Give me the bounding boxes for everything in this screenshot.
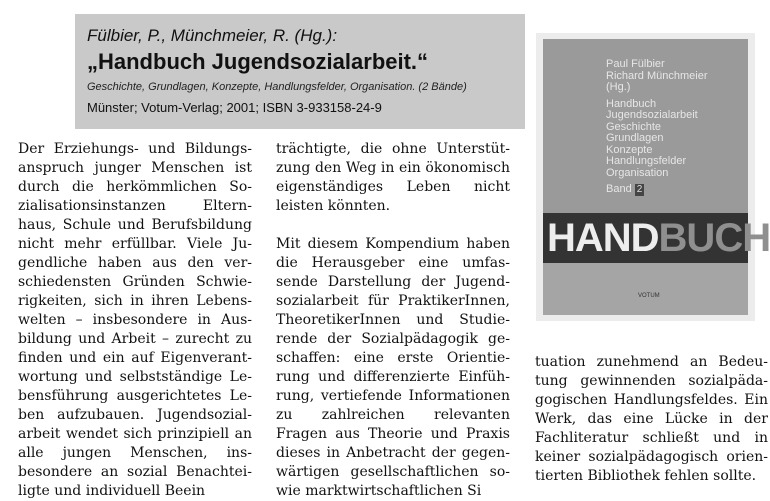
cover-lower-area (543, 263, 748, 315)
cover-band (606, 184, 746, 196)
cover-topic-3: Konzepte (606, 143, 653, 156)
cover-author-1: Paul Fülbier (606, 58, 665, 70)
cover-title-line-2: Jugendsozialarbeit (606, 109, 698, 121)
cover-band-number: 2 (636, 184, 643, 195)
book-cover (543, 39, 770, 315)
cover-text-block (606, 59, 746, 196)
book-header-box (75, 14, 525, 129)
cover-big-title-hand: HAND (547, 216, 659, 260)
cover-band-label: Band (606, 183, 632, 195)
book-cover-image (536, 33, 770, 321)
cover-topic-2: Grundlagen (606, 132, 664, 144)
cover-title-line-1: Handbuch (606, 97, 657, 110)
cover-big-title-buch: BUCH (658, 216, 770, 260)
cover-topic-4: Handlungsfelder (606, 155, 687, 167)
cover-topic-5: Organisation (606, 166, 669, 179)
article-paragraph-2: Mit diesem Kompendium haben die Herausgeber eine umfassende Darstellung der Jugendsozialarbeit für PraktikerInnen, TheoretikerInnen und Studierende der Sozialpädagogik geschaffen: eine erste Orientierung und differenzierte Einführung, vertiefende Informationen zu zahlreichen relevanten Fragen aus Theorie und Praxis dieses in Anbetracht der gegenwärtigen gesellschaftlichen sowie marktwirtschaftlichen Si (276, 236, 510, 499)
publication-info: Münster; Votum-Verlag; 2001; ISBN 3-933158-24-9 (87, 100, 382, 115)
article-paragraph-1-end: trächtigte, die ohne Unterstützung den Weg in ein ökonomisch eigenständiges Leben nicht leisten könnten. (276, 141, 510, 214)
cover-big-title (547, 215, 770, 261)
article-column-2 (276, 140, 510, 501)
article-column-3: tuation zunehmend an Bedeutung gewinnenden sozialpädagogischen Handlungsfeldes. Ein Werk, das eine Lücke in der Fachliteratur schließt und in keiner sozialpädagogisch orientierten Bibliothek fehlen sollte. (535, 354, 768, 484)
book-title: „Handbuch Jugendsozialarbeit.“ (87, 49, 429, 74)
book-authors: Fülbier, P., Münchmeier, R. (Hg.): (87, 26, 338, 45)
cover-topic-1: Geschichte (606, 120, 662, 133)
book-subtitle: Geschichte, Grundlagen, Konzepte, Handlungsfelder, Organisation. (2 Bände) (87, 81, 467, 93)
cover-editor-mark: (Hg.) (606, 81, 631, 93)
article-column-1: Der Erziehungs- und Bildungsanspruch junger Menschen ist durch die herkömmlichen Sozialisationsinstanzen Elternhaus, Schule und Berufsbildung nicht mehr erfüllbar. Viele Jugendliche haben aus den verschiedensten Gründen Schwierigkeiten, sich in ihren Lebenswelten – insbesondere in Ausbildung und Arbeit – zurecht zu finden und ein auf Eigenverantwortung und selbstständige Lebensführung ausgerichtetes Leben aufzubauen. Jugendsozialarbeit wendet sich prinzipiell an alle jungen Menschen, insbesondere an sozial Benachteiligte und individuell Beein (18, 141, 252, 499)
cover-author-2: Richard Münchmeier (606, 69, 708, 82)
cover-publisher-logo: VOTUM (638, 293, 660, 299)
